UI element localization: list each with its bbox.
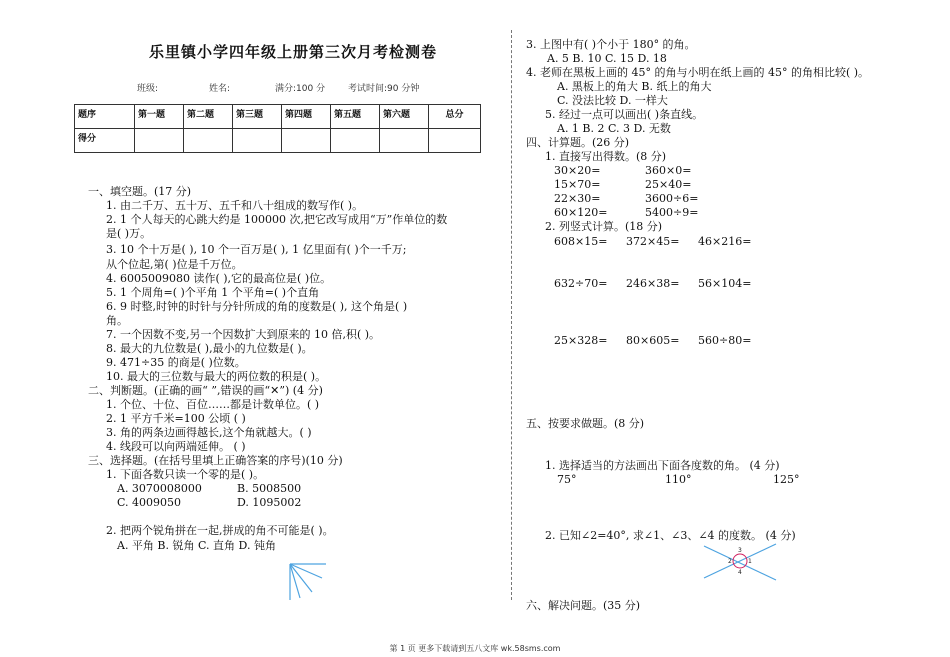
calc-item: 22×30= — [554, 192, 601, 205]
page-title: 乐里镇小学四年级上册第三次月考检测卷 — [149, 43, 438, 61]
question-text: 4. 线段可以向两端延伸。 ( ) — [106, 440, 246, 453]
option-text: C. 没法比较 D. 一样大 — [557, 94, 668, 107]
question-text: 是( )万。 — [106, 227, 152, 240]
score-header-cell: 题序 — [75, 105, 135, 129]
score-table — [74, 104, 481, 153]
score-header-row — [75, 105, 481, 129]
calc-item: 60×120= — [554, 206, 608, 219]
score-header-cell: 第三题 — [233, 105, 282, 129]
info-class: 班级: — [137, 84, 159, 94]
section-fill-blank: 一、填空题。(17 分) — [88, 185, 192, 198]
option-text: A. 黑板上的角大 B. 纸上的角大 — [557, 80, 712, 93]
calc-item: 608×15= — [554, 235, 608, 248]
angle-value: 110° — [665, 473, 692, 486]
question-text: 1. 由二千万、五十万、五千和八十组成的数写作( )。 — [106, 199, 364, 212]
option-text: A. 5 B. 10 C. 15 D. 18 — [547, 52, 667, 65]
score-cell[interactable] — [233, 129, 282, 153]
question-text: 2. 列竖式计算。(18 分) — [545, 220, 663, 233]
angle-label: 4 — [738, 569, 742, 576]
question-text: 5. 1 个周角=( )个平角 1 个平角=( )个直角 — [106, 286, 320, 299]
question-text: 3. 上图中有( )个小于 180° 的角。 — [526, 38, 696, 51]
info-full-score: 满分:100 分 — [275, 84, 326, 94]
fan-angle-figure — [284, 556, 328, 604]
calc-item: 5400÷9= — [645, 206, 699, 219]
info-time: 考试时间:90 分钟 — [348, 84, 420, 94]
score-header-cell: 第一题 — [135, 105, 184, 129]
calc-item: 80×605= — [626, 334, 680, 347]
calc-item: 246×38= — [626, 277, 680, 290]
option-text: D. 1095002 — [237, 496, 302, 509]
score-row — [75, 129, 481, 153]
angle-label: 1 — [748, 558, 752, 565]
calc-item: 25×40= — [645, 178, 692, 191]
question-text: 从个位起,第( )位是千万位。 — [106, 258, 243, 271]
score-cell[interactable] — [429, 129, 481, 153]
question-text: 4. 老师在黑板上画的 45° 的角与小明在纸上画的 45° 的角相比较( )。 — [526, 66, 870, 79]
question-text: 1. 下面各数只读一个零的是( )。 — [106, 468, 265, 481]
score-cell[interactable] — [135, 129, 184, 153]
section-choice: 三、选择题。(在括号里填上正确答案的序号)(10 分) — [88, 454, 343, 467]
question-text: 8. 最大的九位数是( ),最小的九位数是( )。 — [106, 342, 313, 355]
question-text: 2. 已知∠2=40°, 求∠1、∠3、∠4 的度数。 (4 分) — [545, 529, 796, 542]
angle-label: 2 — [728, 558, 732, 565]
calc-item: 30×20= — [554, 164, 601, 177]
option-text: A. 1 B. 2 C. 3 D. 无数 — [557, 122, 671, 135]
section-judge: 二、判断题。(正确的画“ ”,错误的画“✕”) (4 分) — [88, 384, 323, 397]
question-text: 1. 直接写出得数。(8 分) — [545, 150, 667, 163]
calc-item: 632÷70= — [554, 277, 608, 290]
question-text: 2. 把两个锐角拼在一起,拼成的角不可能是( )。 — [106, 524, 334, 537]
calc-item: 372×45= — [626, 235, 680, 248]
score-cell[interactable] — [331, 129, 380, 153]
score-cell[interactable] — [380, 129, 429, 153]
score-cell[interactable] — [184, 129, 233, 153]
question-text: 3. 10 个十万是( ), 10 个一百万是( ), 1 亿里面有( )个一千万; — [106, 243, 407, 256]
question-text: 2. 1 个人每天的心跳大约是 100000 次,把它改写成用“万”作单位的数 — [106, 213, 448, 226]
score-cell[interactable] — [282, 129, 331, 153]
question-text: 7. 一个因数不变,另一个因数扩大到原来的 10 倍,积( )。 — [106, 328, 381, 341]
intersecting-lines-figure — [700, 540, 780, 582]
question-text: 4. 6005009080 读作( ),它的最高位是( )位。 — [106, 272, 332, 285]
question-text: 5. 经过一点可以画出( )条直线。 — [545, 108, 704, 121]
angle-value: 75° — [557, 473, 577, 486]
angle-value: 125° — [773, 473, 800, 486]
section-draw: 五、按要求做题。(8 分) — [526, 417, 645, 430]
option-text: A. 3070008000 — [117, 482, 202, 495]
score-header-cell: 第六题 — [380, 105, 429, 129]
calc-item: 46×216= — [698, 235, 752, 248]
question-text: 1. 选择适当的方法画出下面各度数的角。 (4 分) — [545, 459, 780, 472]
section-calc: 四、计算题。(26 分) — [526, 136, 630, 149]
question-text: 2. 1 平方千米=100 公顷 ( ) — [106, 412, 246, 425]
option-text: B. 5008500 — [237, 482, 302, 495]
column-divider — [511, 30, 512, 600]
question-text: 10. 最大的三位数与最大的两位数的积是( )。 — [106, 370, 327, 383]
score-header-cell: 总分 — [429, 105, 481, 129]
angle-label: 3 — [738, 547, 742, 554]
page-footer: 第 1 页 更多下载请到五八文库 wk.58sms.com — [389, 644, 561, 653]
section-solve: 六、解决问题。(35 分) — [526, 599, 641, 612]
question-text: 6. 9 时整,时钟的时针与分针所成的角的度数是( ), 这个角是( ) — [106, 300, 408, 313]
calc-item: 560÷80= — [698, 334, 752, 347]
calc-item: 56×104= — [698, 277, 752, 290]
calc-item: 3600÷6= — [645, 192, 699, 205]
calc-item: 15×70= — [554, 178, 601, 191]
score-header-cell: 第四题 — [282, 105, 331, 129]
option-text: A. 平角 B. 锐角 C. 直角 D. 钝角 — [117, 539, 276, 552]
calc-item: 360×0= — [645, 164, 692, 177]
score-header-cell: 第五题 — [331, 105, 380, 129]
score-header-cell: 第二题 — [184, 105, 233, 129]
question-text: 角。 — [106, 314, 128, 327]
question-text: 9. 471÷35 的商是( )位数。 — [106, 356, 246, 369]
option-text: C. 4009050 — [117, 496, 182, 509]
question-text: 3. 角的两条边画得越长,这个角就越大。( ) — [106, 426, 312, 439]
score-row-label: 得分 — [75, 129, 135, 153]
calc-item: 25×328= — [554, 334, 608, 347]
question-text: 1. 个位、十位、百位……都是计数单位。( ) — [106, 398, 320, 411]
info-name: 姓名: — [209, 84, 231, 94]
